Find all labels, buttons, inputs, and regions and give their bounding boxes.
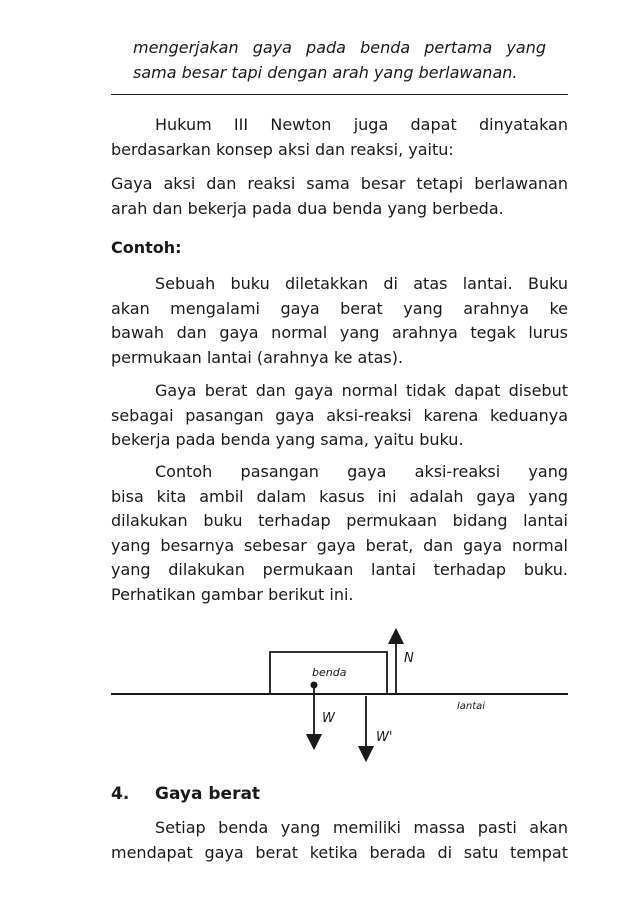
text-line: bekerja pada benda yang sama, yaitu buku. bbox=[111, 430, 464, 449]
text-line: sebagai pasangan gaya aksi-reaksi karena keduanya bbox=[111, 405, 568, 425]
text-line: yang dilakukan permukaan lantai terhadap buku. bbox=[111, 560, 568, 579]
text-line: bisa kita ambil dalam kasus ini adalah gaya yang bbox=[111, 486, 568, 506]
example-heading: Contoh: bbox=[111, 238, 182, 257]
text-line: bawah dan gaya normal yang arahnya tegak lurus bbox=[111, 323, 568, 342]
w-label: W bbox=[322, 711, 335, 726]
text-line: akan mengalami gaya berat yang arahnya ke bbox=[111, 298, 568, 318]
quote-line: mengerjakan gaya pada benda pertama yang bbox=[133, 38, 546, 57]
text-line: mendapat gaya berat ketika berada di satu tempat bbox=[111, 842, 568, 862]
benda-label: benda bbox=[312, 666, 347, 679]
text-line: Setiap benda yang memiliki massa pasti akan bbox=[155, 818, 568, 837]
section-heading bbox=[111, 782, 568, 807]
w-prime-label: W' bbox=[376, 730, 393, 745]
text-line: Perhatikan gambar berikut ini. bbox=[111, 584, 354, 604]
lantai-label: lantai bbox=[457, 701, 486, 712]
section-title: Gaya berat bbox=[155, 784, 261, 804]
text-line: Sebuah buku diletakkan di atas lantai. Buku bbox=[155, 274, 568, 293]
text-line: dilakukan buku terhadap permukaan bidang lantai bbox=[111, 511, 568, 530]
text-line: Gaya aksi dan reaksi sama besar tetapi berlawanan bbox=[111, 174, 568, 193]
gaya-berat-paragraph bbox=[111, 816, 568, 865]
text-line: yang besarnya sebesar gaya berat, dan gaya normal bbox=[111, 535, 568, 555]
text-line: berdasarkan konsep aksi dan reaksi, yaitu: bbox=[111, 139, 454, 159]
text-line: Contoh pasangan gaya aksi-reaksi yang bbox=[155, 462, 568, 481]
text-line: arah dan bekerja pada dua benda yang berbeda. bbox=[111, 198, 504, 218]
section-number: 4. bbox=[111, 784, 130, 804]
text-line: Gaya berat dan gaya normal tidak dapat disebut bbox=[155, 381, 568, 400]
quote-line: sama besar tapi dengan arah yang berlawanan. bbox=[133, 62, 518, 82]
n-label: N bbox=[404, 651, 414, 666]
text-line: permukaan lantai (arahnya ke atas). bbox=[111, 347, 404, 367]
text-line: Hukum III Newton juga dapat dinyatakan bbox=[155, 115, 568, 134]
